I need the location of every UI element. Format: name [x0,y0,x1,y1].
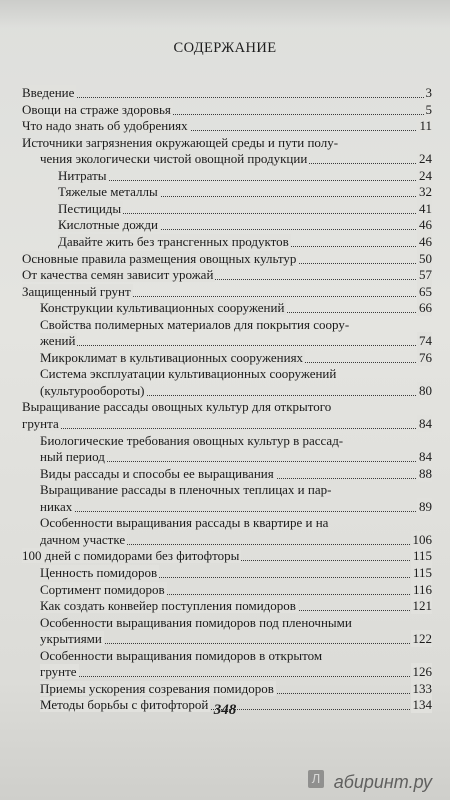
toc-entry-title: Как создать конвейер поступления помидоров [40,598,296,614]
toc-entry [22,283,432,300]
toc-entry-title: Особенности выращивания рассады в квартире и на [40,515,329,531]
toc-entry-title: Нитраты [58,167,107,183]
toc-entry-title: Тяжелые металлы [58,184,158,200]
toc-entry [22,250,432,267]
toc-entry-page: 46 [419,233,432,249]
toc-entry-page: 121 [412,598,432,614]
toc-entry [40,465,432,482]
toc-entry-page: 84 [419,416,432,431]
toc-entry-page: 80 [419,382,432,398]
toc-entry-title: Давайте жить без трансгенных продуктов [58,233,289,249]
toc-entry [40,349,432,366]
toc-entry [40,614,432,631]
toc-entry [40,448,432,465]
toc-entry-title: 100 дней с помидорами без фитофторы [22,548,240,564]
toc-entry-page: 84 [419,449,432,465]
toc-entry-page: 3 [425,85,432,100]
toc-entry-title: Виды рассады и способы ее выращивания [40,465,274,481]
toc-entry-title: Конструкции культивационных сооружений [40,300,285,316]
toc-entry-page: 116 [412,581,432,597]
toc-entry-title: Система эксплуатации культивационных сооружений [40,366,337,382]
dot-leader [40,345,432,346]
dot-leader [40,511,432,512]
toc-entry-title: Овощи на страже здоровья [22,101,171,117]
toc-entry-title: Ценность помидоров [40,564,158,580]
toc-entry-page: 65 [419,283,432,299]
toc-entry-page: 115 [412,564,432,580]
toc-entry [40,150,432,167]
toc-entry-page: 134 [412,697,432,713]
toc-entry-title: Особенности выращивания помидоров под пленочными [40,614,352,630]
toc-entry [58,183,432,200]
toc-entry-title: Выращивание рассады в пленочных теплицах и пар- [40,482,332,498]
toc-entry-page: 106 [412,531,432,547]
toc-entry [40,663,432,680]
toc-entry-title: укрытиями [40,631,102,647]
toc-entry-title: Что надо знать об удобрениях [22,118,188,134]
toc-entry [40,581,432,598]
toc-entry-title: Выращивание рассады овощных культур для открытого [22,399,332,415]
toc-entry-page: 32 [419,184,432,200]
toc-entry [40,382,432,399]
toc-entry-title: грунта [22,416,59,431]
toc-entry [58,216,432,233]
toc-entry-page: 88 [419,465,432,481]
toc-entry [40,680,432,697]
toc-entry [40,332,432,349]
toc-entry-title: Биологические требования овощных культур в рассад- [40,432,344,448]
toc-entry-title: никах [40,498,73,514]
toc-entry [22,101,432,118]
toc-entry [40,514,432,531]
toc-entry [58,233,432,250]
toc-entry-page: 133 [412,680,432,696]
toc-entry-title: Кислотные дожди [58,217,158,233]
toc-entry [40,630,432,647]
toc-entry [40,432,432,449]
toc-entry-title: грунте [40,664,77,680]
toc-entry-page: 122 [412,631,432,647]
toc-entry-page: 126 [412,664,432,680]
toc-entry-page: 24 [419,151,432,167]
toc-entry [22,117,432,134]
page-number: 348 [213,702,237,718]
toc-entry-page: 24 [419,167,432,183]
toc-entry-page: 66 [419,300,432,316]
toc-entry-title: Основные правила размещения овощных культур [22,250,297,266]
dot-leader [22,428,432,429]
toc-entry-title: От качества семян зависит урожай [22,267,214,283]
toc-entry-title: Приемы ускорения созревания помидоров [40,680,274,696]
toc-entry-page: 50 [419,250,432,266]
toc-entry-page: 115 [412,548,432,564]
toc-entry [22,266,432,283]
toc-entry [58,200,432,217]
toc-entry [40,481,432,498]
toc-entry-title: ный период [40,449,105,465]
toc-entry-title: Методы борьбы с фитофторой [40,697,209,713]
toc-entry [40,365,432,382]
toc-entry [40,564,432,581]
page-bleed [0,0,450,28]
toc-entry-page: 57 [419,267,432,283]
toc-entry-title: Пестициды [58,200,122,216]
toc-entry [40,531,432,548]
toc-entry [40,299,432,316]
toc-entry-title: Защищенный грунт [22,283,131,299]
toc-entry-title: Сортимент помидоров [40,581,165,597]
toc-entry-title: Источники загрязнения окружающей среды и пути полу- [22,134,339,150]
toc-entry-title: дачном участке [40,531,126,547]
toc-entry [58,167,432,184]
toc-entry [22,415,432,432]
toc-entry-page: 41 [419,200,432,216]
dot-leader [40,676,432,677]
toc-entry-title: чения экологически чистой овощной продукции [40,151,308,167]
toc-entry [22,134,432,151]
toc-entry [40,647,432,664]
toc-entry [40,316,432,333]
toc-entry-page: 11 [419,118,432,134]
watermark: абиринт.ру [333,772,432,792]
dot-leader [58,180,432,181]
toc-entry [22,398,432,415]
page-title: СОДЕРЖАНИЕ [173,40,277,56]
toc-entry-page: 46 [419,217,432,233]
toc-entry [40,498,432,515]
toc-entry-page: 89 [419,498,432,514]
toc-entry [40,597,432,614]
toc-entry-page: 74 [419,333,432,349]
toc-entry-title: Микроклимат в культивационных сооружениях [40,349,304,365]
toc-entry-page: 5 [425,101,432,117]
toc-entry-title: Свойства полимерных материалов для покрытия соору- [40,316,350,332]
toc-entry [22,547,432,564]
toc-entry-title: жений [40,333,76,349]
toc-entry [22,84,432,101]
toc-entry-title: Особенности выращивания помидоров в открытом [40,647,323,663]
watermark-logo-icon: Л [308,770,324,788]
dot-leader [22,97,432,98]
toc-entry-title: Введение [22,85,75,100]
toc-entry-page: 76 [419,349,432,365]
toc-entry-title: (культурообороты) [40,382,145,398]
